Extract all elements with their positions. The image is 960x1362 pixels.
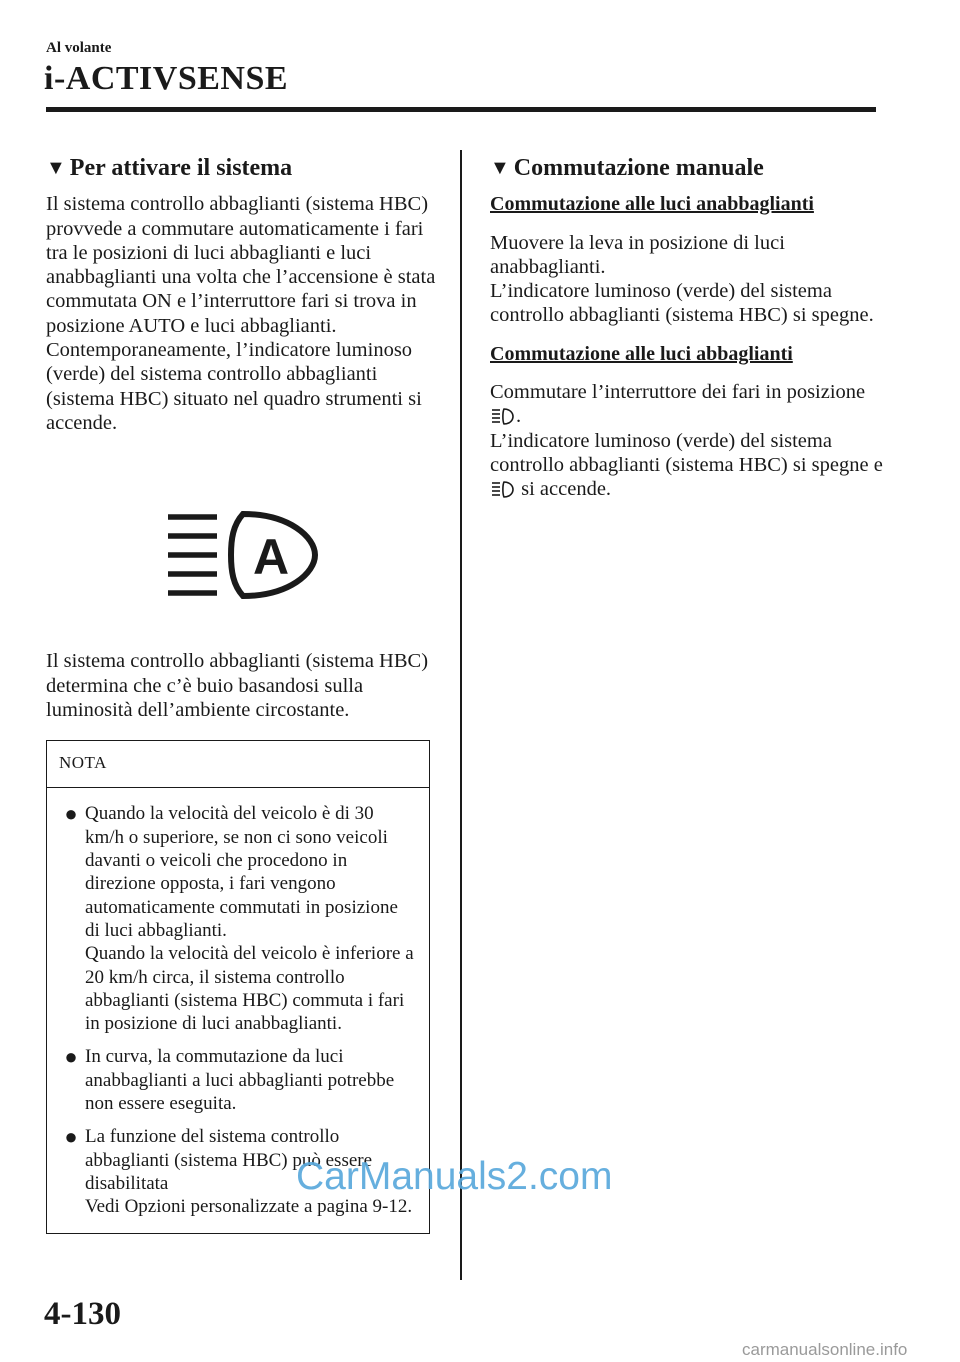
right-column xyxy=(490,156,890,516)
heading-activate xyxy=(46,156,438,180)
paragraph-low-beam-1: Muovere la leva in posizione di luci anabbaglianti. xyxy=(490,231,785,278)
auto-high-beam-figure xyxy=(46,509,438,601)
paragraph-high-beam-2 xyxy=(490,429,890,502)
paragraph-activate: Il sistema controllo abbaglianti (sistema HBC) provvede a commutare automaticamente i fari tra le posizioni di luci abbaglianti e luci anabbaglianti una volta che l’accensione è stata commutata ON e l’interruttore fari si trova in posizione AUTO e luci abbaglianti. Contemporaneamente, l’indicatore luminoso (verde) del sistema controllo abbaglianti (sistema HBC) situato nel quadro strumenti si accende. xyxy=(46,193,436,434)
subheading-low-beam: Commutazione alle luci anabbaglianti xyxy=(490,193,814,216)
auto-high-beam-icon xyxy=(165,509,319,601)
high-beam-icon xyxy=(492,481,514,498)
high-beam-icon xyxy=(492,408,514,425)
chapter-title: i-ACTIVSENSE xyxy=(44,60,289,97)
bullet-icon: ● xyxy=(64,801,78,827)
high-beam-text-2-end: si accende. xyxy=(521,478,612,501)
paragraph-low-beam-2: L’indicatore luminoso (verde) del sistema controllo abbaglianti (sistema HBC) si spegne. xyxy=(490,280,874,327)
left-column xyxy=(46,156,438,1234)
bullet-icon: ● xyxy=(64,1044,78,1070)
triangle-icon: ▼ xyxy=(490,157,510,179)
high-beam-text-2: L’indicatore luminoso (verde) del sistema controllo abbaglianti (sistema HBC) si spegne e xyxy=(490,429,883,476)
note-title: NOTA xyxy=(47,741,429,788)
paragraph-darkness: Il sistema controllo abbaglianti (sistema HBC) determina che c’è buio basandosi sulla luminosità dell’ambiente circostante. xyxy=(46,650,429,721)
heading-manual xyxy=(490,156,890,180)
bullet-icon: ● xyxy=(64,1124,78,1150)
note-item-text: La funzione del sistema controllo abbaglianti (sistema HBC) può essere disabilitata Vedi Opzioni personalizzate a pagina 9-12. xyxy=(85,1126,413,1218)
heading-manual-text: Commutazione manuale xyxy=(513,155,764,181)
high-beam-text-1-end: . xyxy=(516,405,522,428)
note-item-text: In curva, la commutazione da luci anabbaglianti a luci abbaglianti potrebbe non essere eseguita. xyxy=(85,1046,395,1115)
footer-site: carmanualsonline.info xyxy=(742,1340,908,1359)
triangle-icon: ▼ xyxy=(46,157,66,179)
note-item-text: Quando la velocità del veicolo è di 30 km/h o superiore, se non ci sono veicoli davanti o veicoli che procedono in direzione opposta, i fari vengono automaticamente commutati in posizione di luci abbaglianti. Quando la velocità del veicolo è inferiore a 20 km/h circa, il sistema controllo abbaglianti (sistema HBC) commuta i fari in posizione di luci anabbaglianti. xyxy=(85,803,414,1035)
high-beam-text-1: Commutare l’interruttore dei fari in posizione xyxy=(490,381,866,404)
subheading-high-beam: Commutazione alle luci abbaglianti xyxy=(490,342,793,365)
watermark: CarManuals2.com xyxy=(296,1155,613,1198)
heading-activate-text: Per attivare il sistema xyxy=(69,155,293,181)
column-divider xyxy=(460,150,462,1280)
figure-letter: A xyxy=(252,529,290,586)
section-label: Al volante xyxy=(46,40,112,56)
note-item xyxy=(57,1045,415,1115)
note-item xyxy=(57,802,415,1035)
page-number: 4-130 xyxy=(44,1296,121,1332)
paragraph-high-beam-1 xyxy=(490,380,890,429)
header-rule xyxy=(46,107,876,112)
